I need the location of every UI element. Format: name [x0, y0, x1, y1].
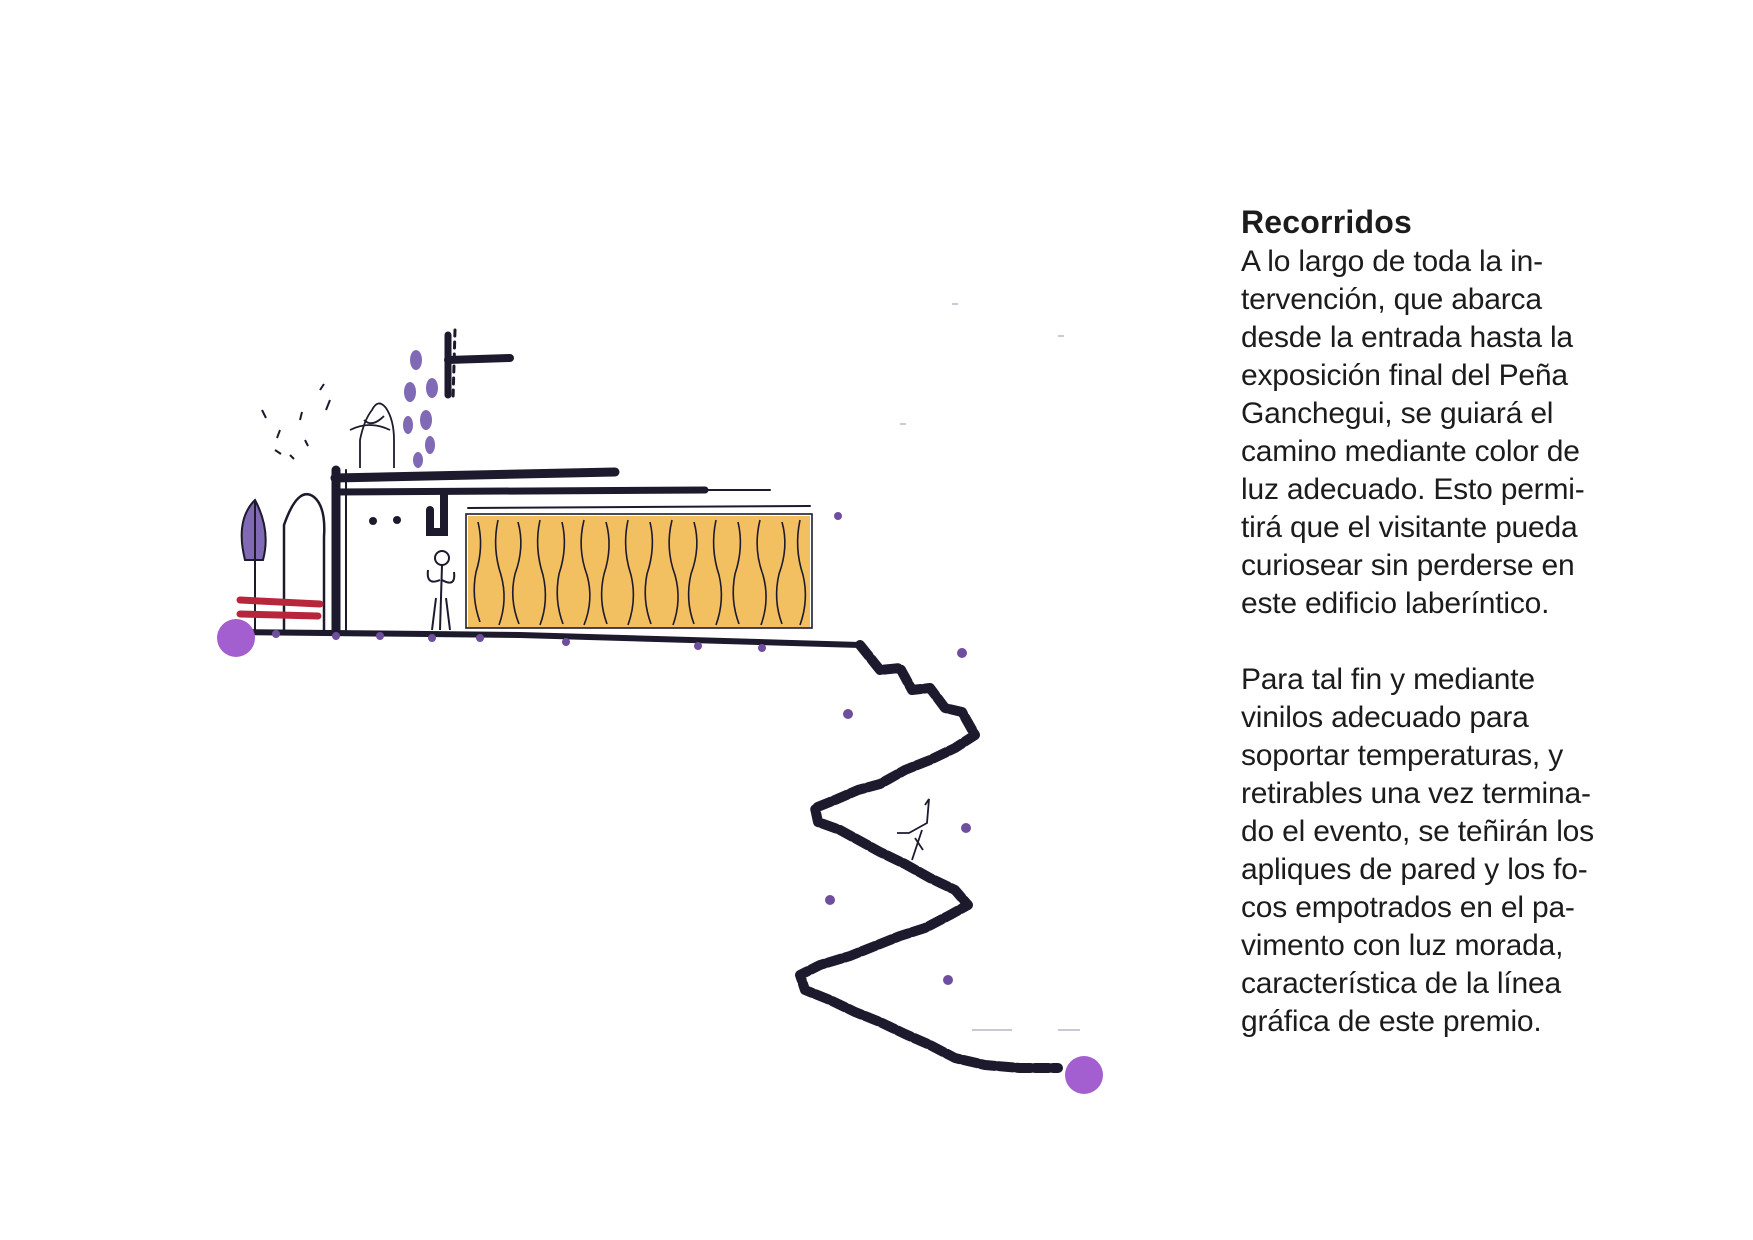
path-start-marker — [217, 619, 255, 657]
paragraph-details: Para tal fin y mediante vinilos adecuado para soportar temperaturas, y retirables una vez termina- do el evento, se teñirán los apliques de pared y los fo- cos empotrados en el pa- vimento con luz morada, característica de la línea gráfica de este premio. — [1241, 663, 1594, 1038]
lamp-figure-icon — [242, 500, 266, 630]
human-figure-icon — [428, 551, 455, 630]
description-text-block — [1241, 203, 1621, 1041]
section-title: Recorridos — [1241, 204, 1412, 240]
bench-icon — [240, 600, 320, 616]
walking-path — [232, 632, 1058, 1068]
window-dots — [369, 516, 401, 525]
illuminated-wall — [466, 514, 812, 628]
stair-figure-icon — [897, 799, 929, 860]
foliage-icon — [403, 350, 438, 468]
arch-door-icon — [284, 494, 324, 630]
paragraph-intro: A lo largo de toda la in- tervención, que abarca desde la entrada hasta la exposición final del Peña Ganchegui, se guiará el camino mediante color de luz adecuado. Esto permi- tirá que el visitante pueda curiosear sin perderse en este edificio laberíntico. — [1241, 245, 1585, 620]
plant-sketch — [262, 384, 330, 459]
path-end-marker — [1065, 1056, 1103, 1094]
rooftop-figure-icon — [350, 403, 394, 468]
paper-marks — [900, 304, 1080, 1030]
